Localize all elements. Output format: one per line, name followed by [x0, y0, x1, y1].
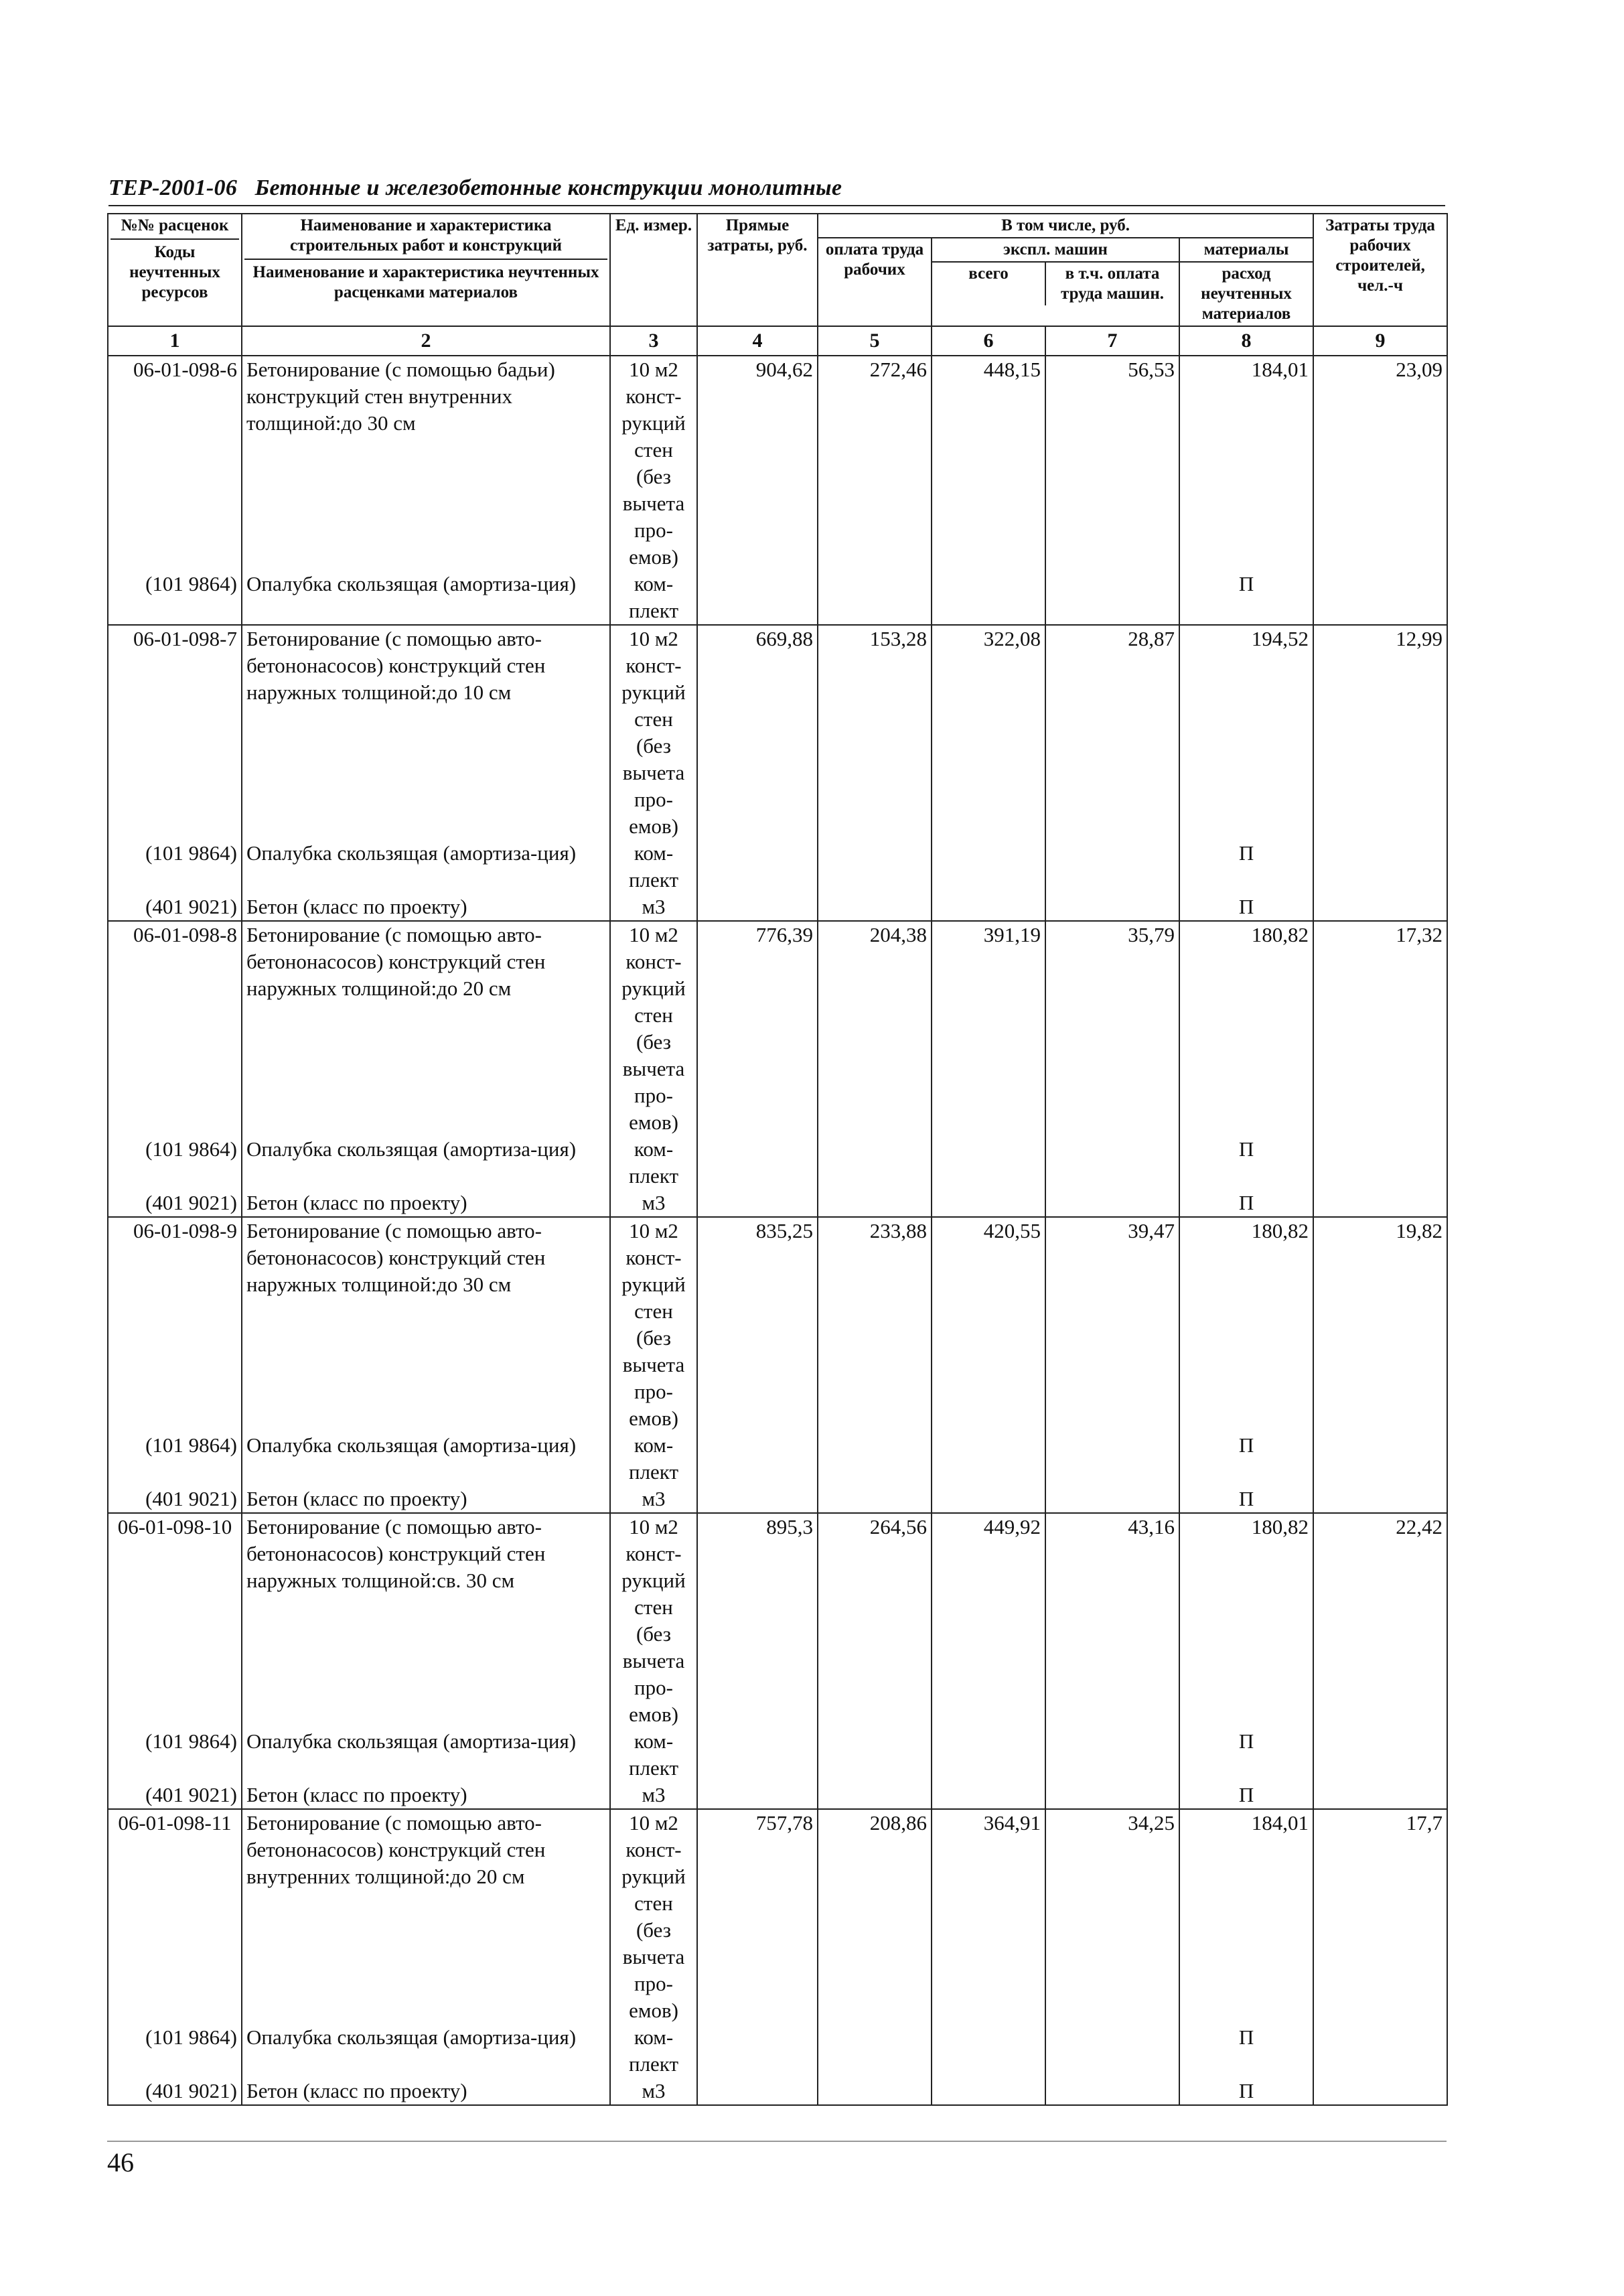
col-head-name-bottom: Наименование и характеристика неучтенных расценками материалов — [252, 263, 599, 301]
resource-code: (401 9021) — [108, 2078, 242, 2105]
doc-title: Бетонные и железобетонные конструкции монолитные — [254, 175, 842, 200]
material-name: Опалубка скользящая (амортиза-ция) — [242, 1136, 610, 1190]
machine-labor: 56,53 — [1045, 356, 1179, 571]
table-row — [108, 893, 1447, 921]
labor-cost: 272,46 — [818, 356, 932, 571]
labor-cost: 204,38 — [818, 921, 932, 1136]
unit: ком-плект — [610, 1432, 697, 1486]
machine-labor: 43,16 — [1045, 1513, 1179, 1728]
direct-cost: 757,78 — [697, 1809, 818, 2024]
col-head-labor: оплата труда рабочих — [818, 238, 932, 326]
material-name: Опалубка скользящая (амортиза-ция) — [242, 1432, 610, 1486]
table-row — [108, 921, 1447, 1136]
rate-code: 06-01-098-6 — [108, 356, 242, 571]
resource-code: (101 9864) — [108, 2024, 242, 2078]
unit: м3 — [610, 2078, 697, 2105]
unit: ком-плект — [610, 840, 697, 893]
unit: 10 м2 конст-рукций стен (без вычета про-емов) — [610, 625, 697, 840]
unit: ком-плект — [610, 1728, 697, 1782]
resource-code: (401 9021) — [108, 893, 242, 921]
table-row — [108, 356, 1447, 571]
unit: ком-плект — [610, 1136, 697, 1190]
unit: 10 м2 конст-рукций стен (без вычета про-емов) — [610, 921, 697, 1136]
material-flag: П — [1179, 1432, 1313, 1486]
material-name: Опалубка скользящая (амортиза-ция) — [242, 1728, 610, 1782]
col-head-mach-group: экспл. машин — [932, 238, 1179, 263]
work-name: Бетонирование (с помощью авто-бетононасосов) конструкций стен наружных толщиной:до 10 см — [242, 625, 610, 840]
unit: ком-плект — [610, 571, 697, 625]
material-name: Бетон (класс по проекту) — [242, 1190, 610, 1217]
rate-code: 06-01-098-7 — [108, 625, 242, 840]
unit: м3 — [610, 893, 697, 921]
direct-cost: 904,62 — [697, 356, 818, 571]
material-name: Опалубка скользящая (амортиза-ция) — [242, 2024, 610, 2078]
resource-code: (101 9864) — [108, 1728, 242, 1782]
unit: 10 м2 конст-рукций стен (без вычета про-емов) — [610, 1217, 697, 1432]
page-number: 46 — [107, 2147, 134, 2177]
unit: ком-плект — [610, 2024, 697, 2078]
table-row — [108, 571, 1447, 625]
work-name: Бетонирование (с помощью бадьи) конструкций стен внутренних толщиной:до 30 см — [242, 356, 610, 571]
col-head-mach-total: всего — [932, 263, 1046, 305]
work-name: Бетонирование (с помощью авто-бетононасосов) конструкций стен наружных толщиной:св. 30 см — [242, 1513, 610, 1728]
material-flag: П — [1179, 571, 1313, 625]
col-num-4: 4 — [697, 326, 818, 356]
labor-cost: 208,86 — [818, 1809, 932, 2024]
material-flag: П — [1179, 2078, 1313, 2105]
unit: 10 м2 конст-рукций стен (без вычета про-емов) — [610, 1809, 697, 2024]
col-head-direct: Прямые затраты, руб. — [697, 214, 818, 326]
material-flag: П — [1179, 840, 1313, 893]
direct-cost: 776,39 — [697, 921, 818, 1136]
labor-cost: 264,56 — [818, 1513, 932, 1728]
machine-labor: 28,87 — [1045, 625, 1179, 840]
labor-hours: 17,7 — [1313, 1809, 1447, 2024]
col-head-name-top: Наименование и характеристика строительных работ и конструкций — [244, 216, 607, 260]
material-name: Бетон (класс по проекту) — [242, 2078, 610, 2105]
materials-cost: 180,82 — [1179, 921, 1313, 1136]
footer-rule — [107, 2141, 1447, 2142]
table-row — [108, 840, 1447, 893]
labor-hours: 22,42 — [1313, 1513, 1447, 1728]
machine-labor: 35,79 — [1045, 921, 1179, 1136]
table-row — [108, 1782, 1447, 1809]
resource-code: (101 9864) — [108, 840, 242, 893]
col-head-hours: Затраты труда рабочих строителей, чел.-ч — [1313, 214, 1447, 326]
direct-cost: 669,88 — [697, 625, 818, 840]
material-flag: П — [1179, 2024, 1313, 2078]
table-row — [108, 1190, 1447, 1217]
col-head-machines — [932, 238, 1179, 326]
col-num-2: 2 — [242, 326, 610, 356]
table-row — [108, 1728, 1447, 1782]
table-row — [108, 1809, 1447, 2024]
table-row — [108, 625, 1447, 840]
table-row — [108, 1217, 1447, 1432]
col-head-incl: В том числе, руб. — [818, 214, 1313, 238]
resource-code: (401 9021) — [108, 1782, 242, 1809]
machine-total: 322,08 — [932, 625, 1045, 840]
labor-hours: 23,09 — [1313, 356, 1447, 571]
table-row — [108, 1432, 1447, 1486]
table-row — [108, 1513, 1447, 1728]
labor-hours: 12,99 — [1313, 625, 1447, 840]
resource-code: (101 9864) — [108, 1432, 242, 1486]
machine-total: 420,55 — [932, 1217, 1045, 1432]
resource-code: (401 9021) — [108, 1190, 242, 1217]
col-num-8: 8 — [1179, 326, 1313, 356]
col-num-3: 3 — [610, 326, 697, 356]
unit: 10 м2 конст-рукций стен (без вычета про-емов) — [610, 356, 697, 571]
table-row — [108, 1486, 1447, 1513]
col-head-mach-labor: в т.ч. оплата труда машин. — [1060, 265, 1164, 303]
rates-table — [107, 213, 1448, 2106]
col-num-5: 5 — [818, 326, 932, 356]
material-flag: П — [1179, 1486, 1313, 1513]
unit: м3 — [610, 1782, 697, 1809]
col-num-1: 1 — [108, 326, 242, 356]
page-header — [108, 175, 1441, 201]
col-head-unit: Ед. измер. — [610, 214, 697, 326]
rate-code: 06-01-098-8 — [108, 921, 242, 1136]
unit: м3 — [610, 1486, 697, 1513]
col-num-6: 6 — [932, 326, 1045, 356]
labor-hours: 19,82 — [1313, 1217, 1447, 1432]
unit: 10 м2 конст-рукций стен (без вычета про-емов) — [610, 1513, 697, 1728]
material-flag: П — [1179, 1782, 1313, 1809]
machine-labor: 34,25 — [1045, 1809, 1179, 2024]
materials-cost: 194,52 — [1179, 625, 1313, 840]
material-flag: П — [1179, 893, 1313, 921]
col-head-code-top: №№ расценок — [110, 216, 239, 240]
col-head-materials — [1179, 238, 1313, 326]
labor-hours: 17,32 — [1313, 921, 1447, 1136]
col-head-code-bottom: Коды неучтенных ресурсов — [129, 243, 220, 301]
rate-code: 06-01-098-10 — [108, 1513, 242, 1728]
table-row — [108, 2024, 1447, 2078]
direct-cost: 895,3 — [697, 1513, 818, 1728]
machine-labor: 39,47 — [1045, 1217, 1179, 1432]
labor-cost: 233,88 — [818, 1217, 932, 1432]
materials-cost: 184,01 — [1179, 1809, 1313, 2024]
work-name: Бетонирование (с помощью авто-бетононасосов) конструкций стен наружных толщиной:до 20 см — [242, 921, 610, 1136]
material-flag: П — [1179, 1136, 1313, 1190]
work-name: Бетонирование (с помощью авто-бетононасосов) конструкций стен внутренних толщиной:до 20 см — [242, 1809, 610, 2024]
col-head-code — [108, 214, 242, 326]
work-name: Бетонирование (с помощью авто-бетононасосов) конструкций стен наружных толщиной:до 30 см — [242, 1217, 610, 1432]
machine-total: 448,15 — [932, 356, 1045, 571]
direct-cost: 835,25 — [697, 1217, 818, 1432]
col-head-name — [242, 214, 610, 326]
unit: м3 — [610, 1190, 697, 1217]
machine-total: 391,19 — [932, 921, 1045, 1136]
rate-code: 06-01-098-9 — [108, 1217, 242, 1432]
resource-code: (101 9864) — [108, 571, 242, 625]
table-row — [108, 1136, 1447, 1190]
resource-code: (401 9021) — [108, 1486, 242, 1513]
resource-code: (101 9864) — [108, 1136, 242, 1190]
material-flag: П — [1179, 1190, 1313, 1217]
machine-total: 449,92 — [932, 1513, 1045, 1728]
col-head-materials-bottom: расход неучтенных материалов — [1201, 265, 1292, 323]
col-head-materials-top: материалы — [1180, 238, 1313, 263]
header-rule — [108, 205, 1445, 206]
doc-code: ТЕР-2001-06 — [108, 175, 238, 200]
table-row — [108, 2078, 1447, 2105]
material-name: Опалубка скользящая (амортиза-ция) — [242, 571, 610, 625]
material-name: Опалубка скользящая (амортиза-ция) — [242, 840, 610, 893]
materials-cost: 180,82 — [1179, 1513, 1313, 1728]
col-num-7: 7 — [1045, 326, 1179, 356]
materials-cost: 184,01 — [1179, 356, 1313, 571]
material-name: Бетон (класс по проекту) — [242, 1782, 610, 1809]
rate-code: 06-01-098-11 — [108, 1809, 242, 2024]
col-num-9: 9 — [1313, 326, 1447, 356]
machine-total: 364,91 — [932, 1809, 1045, 2024]
labor-cost: 153,28 — [818, 625, 932, 840]
material-name: Бетон (класс по проекту) — [242, 893, 610, 921]
material-flag: П — [1179, 1728, 1313, 1782]
materials-cost: 180,82 — [1179, 1217, 1313, 1432]
material-name: Бетон (класс по проекту) — [242, 1486, 610, 1513]
